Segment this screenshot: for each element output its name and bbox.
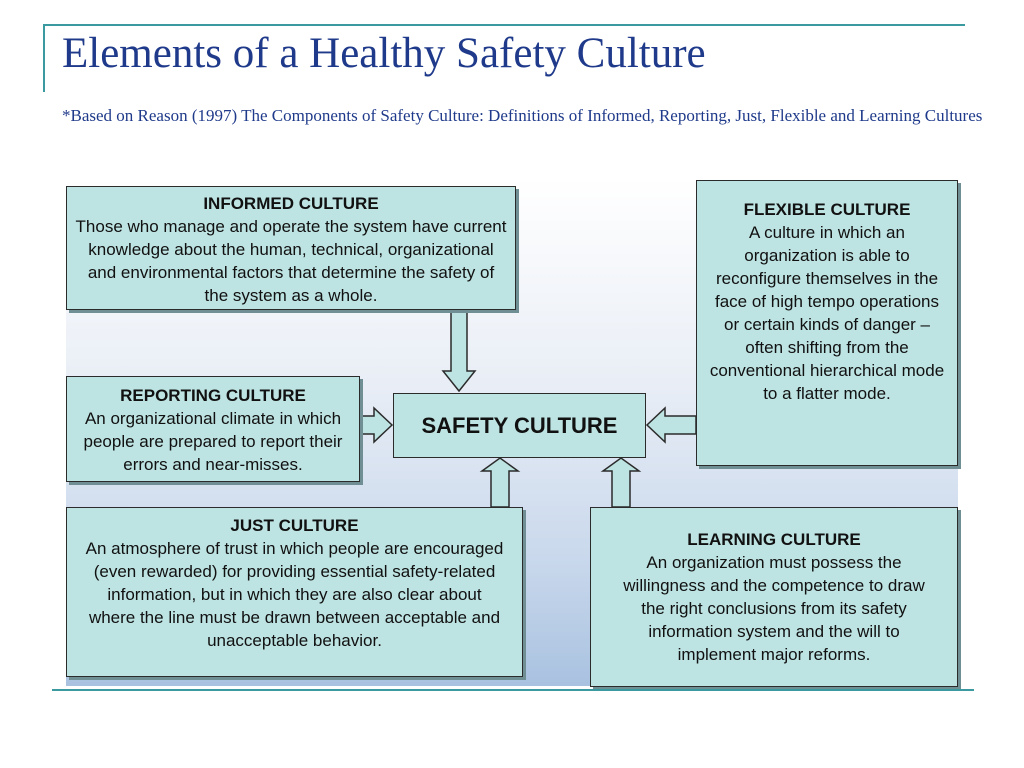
just-culture-text: An atmosphere of trust in which people are encouraged (even rewarded) for providing essential safety-related information, but in which they are also clear about where the line must be drawn between acceptable and unacceptable behavior.	[85, 539, 504, 650]
bottom-rule	[52, 689, 974, 691]
learning-culture-heading: LEARNING CULTURE	[687, 530, 861, 549]
flexible-culture-text: A culture in which an organization is able to reconfigure themselves in the face of high tempo operations or certain kinds of danger – often shifting from the conventional hierarchical mode to a flatter mode.	[709, 223, 945, 403]
reporting-culture-box	[66, 376, 360, 482]
reporting-culture-heading: REPORTING CULTURE	[120, 386, 306, 405]
flexible-culture-heading: FLEXIBLE CULTURE	[743, 200, 911, 219]
page-subtitle: *Based on Reason (1997) The Components of Safety Culture: Definitions of Informed, Reporting, Just, Flexible and Learning Cultures	[62, 106, 983, 125]
arrow-flexible-to-center	[647, 408, 696, 442]
reporting-culture-text: An organizational climate in which people are prepared to report their errors and near-misses.	[83, 409, 343, 474]
arrow-informed-to-center	[443, 310, 475, 391]
informed-culture-heading: INFORMED CULTURE	[203, 194, 379, 213]
informed-culture-text: Those who manage and operate the system have current knowledge about the human, technical, organizational and environmental factors that determine the safety of the system as a whole.	[75, 217, 507, 305]
arrow-learning-to-center	[603, 458, 639, 507]
flexible-culture-box	[696, 180, 958, 466]
informed-culture-box	[66, 186, 516, 310]
arrow-reporting-to-center	[360, 408, 392, 442]
page-title: Elements of a Healthy Safety Culture	[62, 30, 706, 77]
learning-culture-box	[590, 507, 958, 687]
safety-culture-label: SAFETY CULTURE	[421, 413, 618, 438]
safety-culture-center-box	[393, 393, 646, 458]
arrow-just-to-center	[482, 458, 518, 507]
just-culture-box	[66, 507, 523, 677]
learning-culture-text: An organization must possess the willingness and the competence to draw the right conclusions from its safety information system and the will to implement major reforms.	[623, 553, 925, 664]
just-culture-heading: JUST CULTURE	[230, 516, 359, 535]
